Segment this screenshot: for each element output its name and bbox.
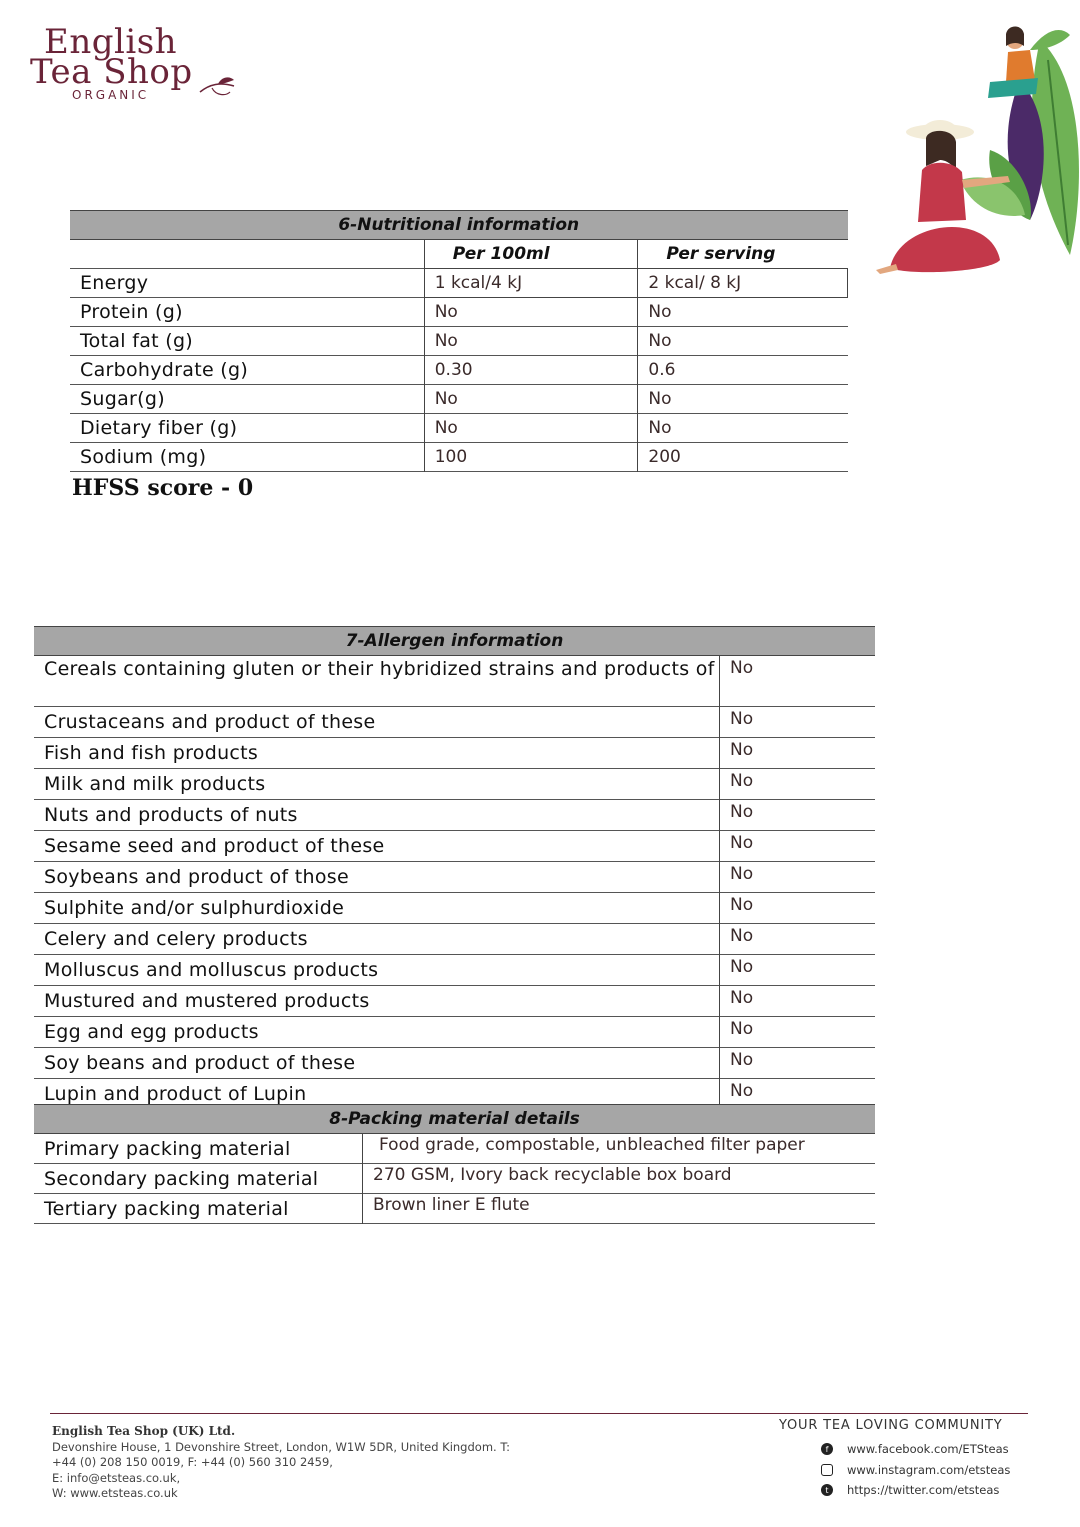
per100-header: Per 100ml <box>424 240 638 269</box>
allergen-value: No <box>720 831 875 862</box>
nutrient-name: Sugar(g) <box>80 388 165 410</box>
allergen-value: No <box>720 862 875 893</box>
nutrient-name: Sodium (mg) <box>80 446 207 468</box>
allergen-name: Egg and egg products <box>44 1021 259 1043</box>
footer-address-line2: +44 (0) 208 150 0019, F: +44 (0) 560 310 2459, <box>52 1455 333 1469</box>
instagram-icon <box>821 1464 833 1476</box>
instagram-link[interactable] <box>821 1460 1029 1481</box>
brand-line1: English <box>44 22 178 62</box>
nutrient-serving: No <box>638 327 848 356</box>
nutrient-per100: 1 kcal/4 kJ <box>424 269 638 298</box>
allergen-name: Lupin and product of Lupin <box>44 1083 307 1105</box>
instagram-url[interactable]: www.instagram.com/etsteas <box>847 1462 1011 1477</box>
twitter-icon: t <box>821 1484 833 1496</box>
nutrition-table <box>70 210 848 472</box>
footer-address-block <box>52 1424 552 1502</box>
footer-tagline: YOUR TEA LOVING COMMUNITY <box>779 1418 1003 1433</box>
nutrition-row <box>70 269 848 298</box>
allergen-title: 7-Allergen information <box>34 627 875 656</box>
allergen-row <box>34 656 875 707</box>
packing-value: 270 GSM, Ivory back recyclable box board <box>363 1164 876 1194</box>
footer-social-block <box>779 1418 1029 1501</box>
nutrient-serving: 200 <box>638 443 848 472</box>
allergen-row <box>34 986 875 1017</box>
packing-title: 8-Packing material details <box>34 1105 875 1134</box>
facebook-icon: f <box>821 1443 833 1455</box>
allergen-value: No <box>720 1048 875 1079</box>
nutrient-name: Dietary fiber (g) <box>80 417 238 439</box>
brand-line2: Tea Shop <box>30 52 193 92</box>
allergen-value: No <box>720 1079 875 1110</box>
nutrient-serving: No <box>638 385 848 414</box>
serving-header: Per serving <box>638 240 848 269</box>
allergen-value: No <box>720 769 875 800</box>
nutrition-row <box>70 327 848 356</box>
nutrient-serving: No <box>638 298 848 327</box>
nutrition-row <box>70 385 848 414</box>
packing-value: Food grade, compostable, unbleached filter paper <box>363 1134 876 1164</box>
allergen-name: Mustured and mustered products <box>44 990 370 1012</box>
allergen-name: Molluscus and molluscus products <box>44 959 379 981</box>
nutrition-title: 6-Nutritional information <box>70 211 848 240</box>
allergen-value: No <box>720 738 875 769</box>
allergen-name: Celery and celery products <box>44 928 308 950</box>
packing-row <box>34 1194 875 1224</box>
allergen-row <box>34 831 875 862</box>
nutrition-row <box>70 443 848 472</box>
facebook-link[interactable] <box>821 1439 1029 1460</box>
packing-table <box>34 1104 875 1224</box>
allergen-value: No <box>720 1017 875 1048</box>
footer-address-line1: Devonshire House, 1 Devonshire Street, London, W1W 5DR, United Kingdom. T: <box>52 1439 510 1454</box>
allergen-name: Fish and fish products <box>44 742 259 764</box>
nutrition-row <box>70 356 848 385</box>
allergen-row <box>34 893 875 924</box>
packing-row <box>34 1134 875 1164</box>
allergen-name: Sesame seed and product of these <box>44 835 385 857</box>
nutrient-per100: 100 <box>424 443 638 472</box>
twitter-url[interactable]: https://twitter.com/etsteas <box>847 1483 1000 1498</box>
allergen-name: Milk and milk products <box>44 773 266 795</box>
nutrient-name: Protein (g) <box>80 301 183 323</box>
allergen-name: Soybeans and product of those <box>44 866 349 888</box>
packing-value: Brown liner E flute <box>363 1194 876 1224</box>
allergen-value: No <box>720 955 875 986</box>
nutrient-serving: No <box>638 414 848 443</box>
nutrient-serving: 2 kcal/ 8 kJ <box>638 269 848 298</box>
packing-row <box>34 1164 875 1194</box>
allergen-row <box>34 924 875 955</box>
allergen-row <box>34 1017 875 1048</box>
packing-name: Secondary packing material <box>44 1167 319 1190</box>
packing-name: Primary packing material <box>44 1137 291 1160</box>
allergen-row <box>34 955 875 986</box>
allergen-row <box>34 862 875 893</box>
nutrient-per100: 0.30 <box>424 356 638 385</box>
brand-line3: ORGANIC <box>72 88 150 102</box>
allergen-row <box>34 1048 875 1079</box>
allergen-value: No <box>720 800 875 831</box>
allergen-name: Nuts and products of nuts <box>44 804 298 826</box>
nutrient-per100: No <box>424 385 638 414</box>
allergen-value: No <box>720 893 875 924</box>
twitter-link[interactable] <box>821 1480 1029 1501</box>
nutrient-per100: No <box>424 327 638 356</box>
nutrient-name: Carbohydrate (g) <box>80 359 249 381</box>
nutrition-blank-header <box>70 240 424 269</box>
footer-website[interactable]: W: www.etsteas.co.uk <box>52 1486 178 1500</box>
footer-email[interactable]: E: info@etsteas.co.uk, <box>52 1470 181 1485</box>
footer-company: English Tea Shop (UK) Ltd. <box>52 1424 236 1438</box>
packing-name: Tertiary packing material <box>44 1197 289 1220</box>
allergen-name: Soy beans and product of these <box>44 1052 356 1074</box>
nutrient-serving: 0.6 <box>638 356 848 385</box>
allergen-value: No <box>720 707 875 738</box>
nutrient-per100: No <box>424 414 638 443</box>
allergen-table <box>34 626 875 1110</box>
allergen-name: Cereals containing gluten or their hybridized strains and products of <box>44 658 715 680</box>
allergen-value: No <box>720 656 875 707</box>
facebook-url[interactable]: www.facebook.com/ETSteas <box>847 1442 1009 1457</box>
allergen-value: No <box>720 986 875 1017</box>
brand-logo <box>30 22 240 104</box>
allergen-name: Sulphite and/or sulphurdioxide <box>44 897 345 919</box>
nutrient-name: Energy <box>80 272 149 294</box>
allergen-name: Crustaceans and product of these <box>44 711 376 733</box>
nutrient-per100: No <box>424 298 638 327</box>
tea-illustration <box>870 20 1080 280</box>
allergen-row <box>34 707 875 738</box>
allergen-value: No <box>720 924 875 955</box>
footer-divider <box>50 1413 1028 1414</box>
allergen-row <box>34 738 875 769</box>
hfss-score: HFSS score - 0 <box>72 475 254 501</box>
nutrient-name: Total fat (g) <box>80 330 194 352</box>
nutrition-row <box>70 298 848 327</box>
leaf-swirl-icon <box>198 70 238 100</box>
allergen-row <box>34 800 875 831</box>
allergen-row <box>34 769 875 800</box>
nutrition-row <box>70 414 848 443</box>
